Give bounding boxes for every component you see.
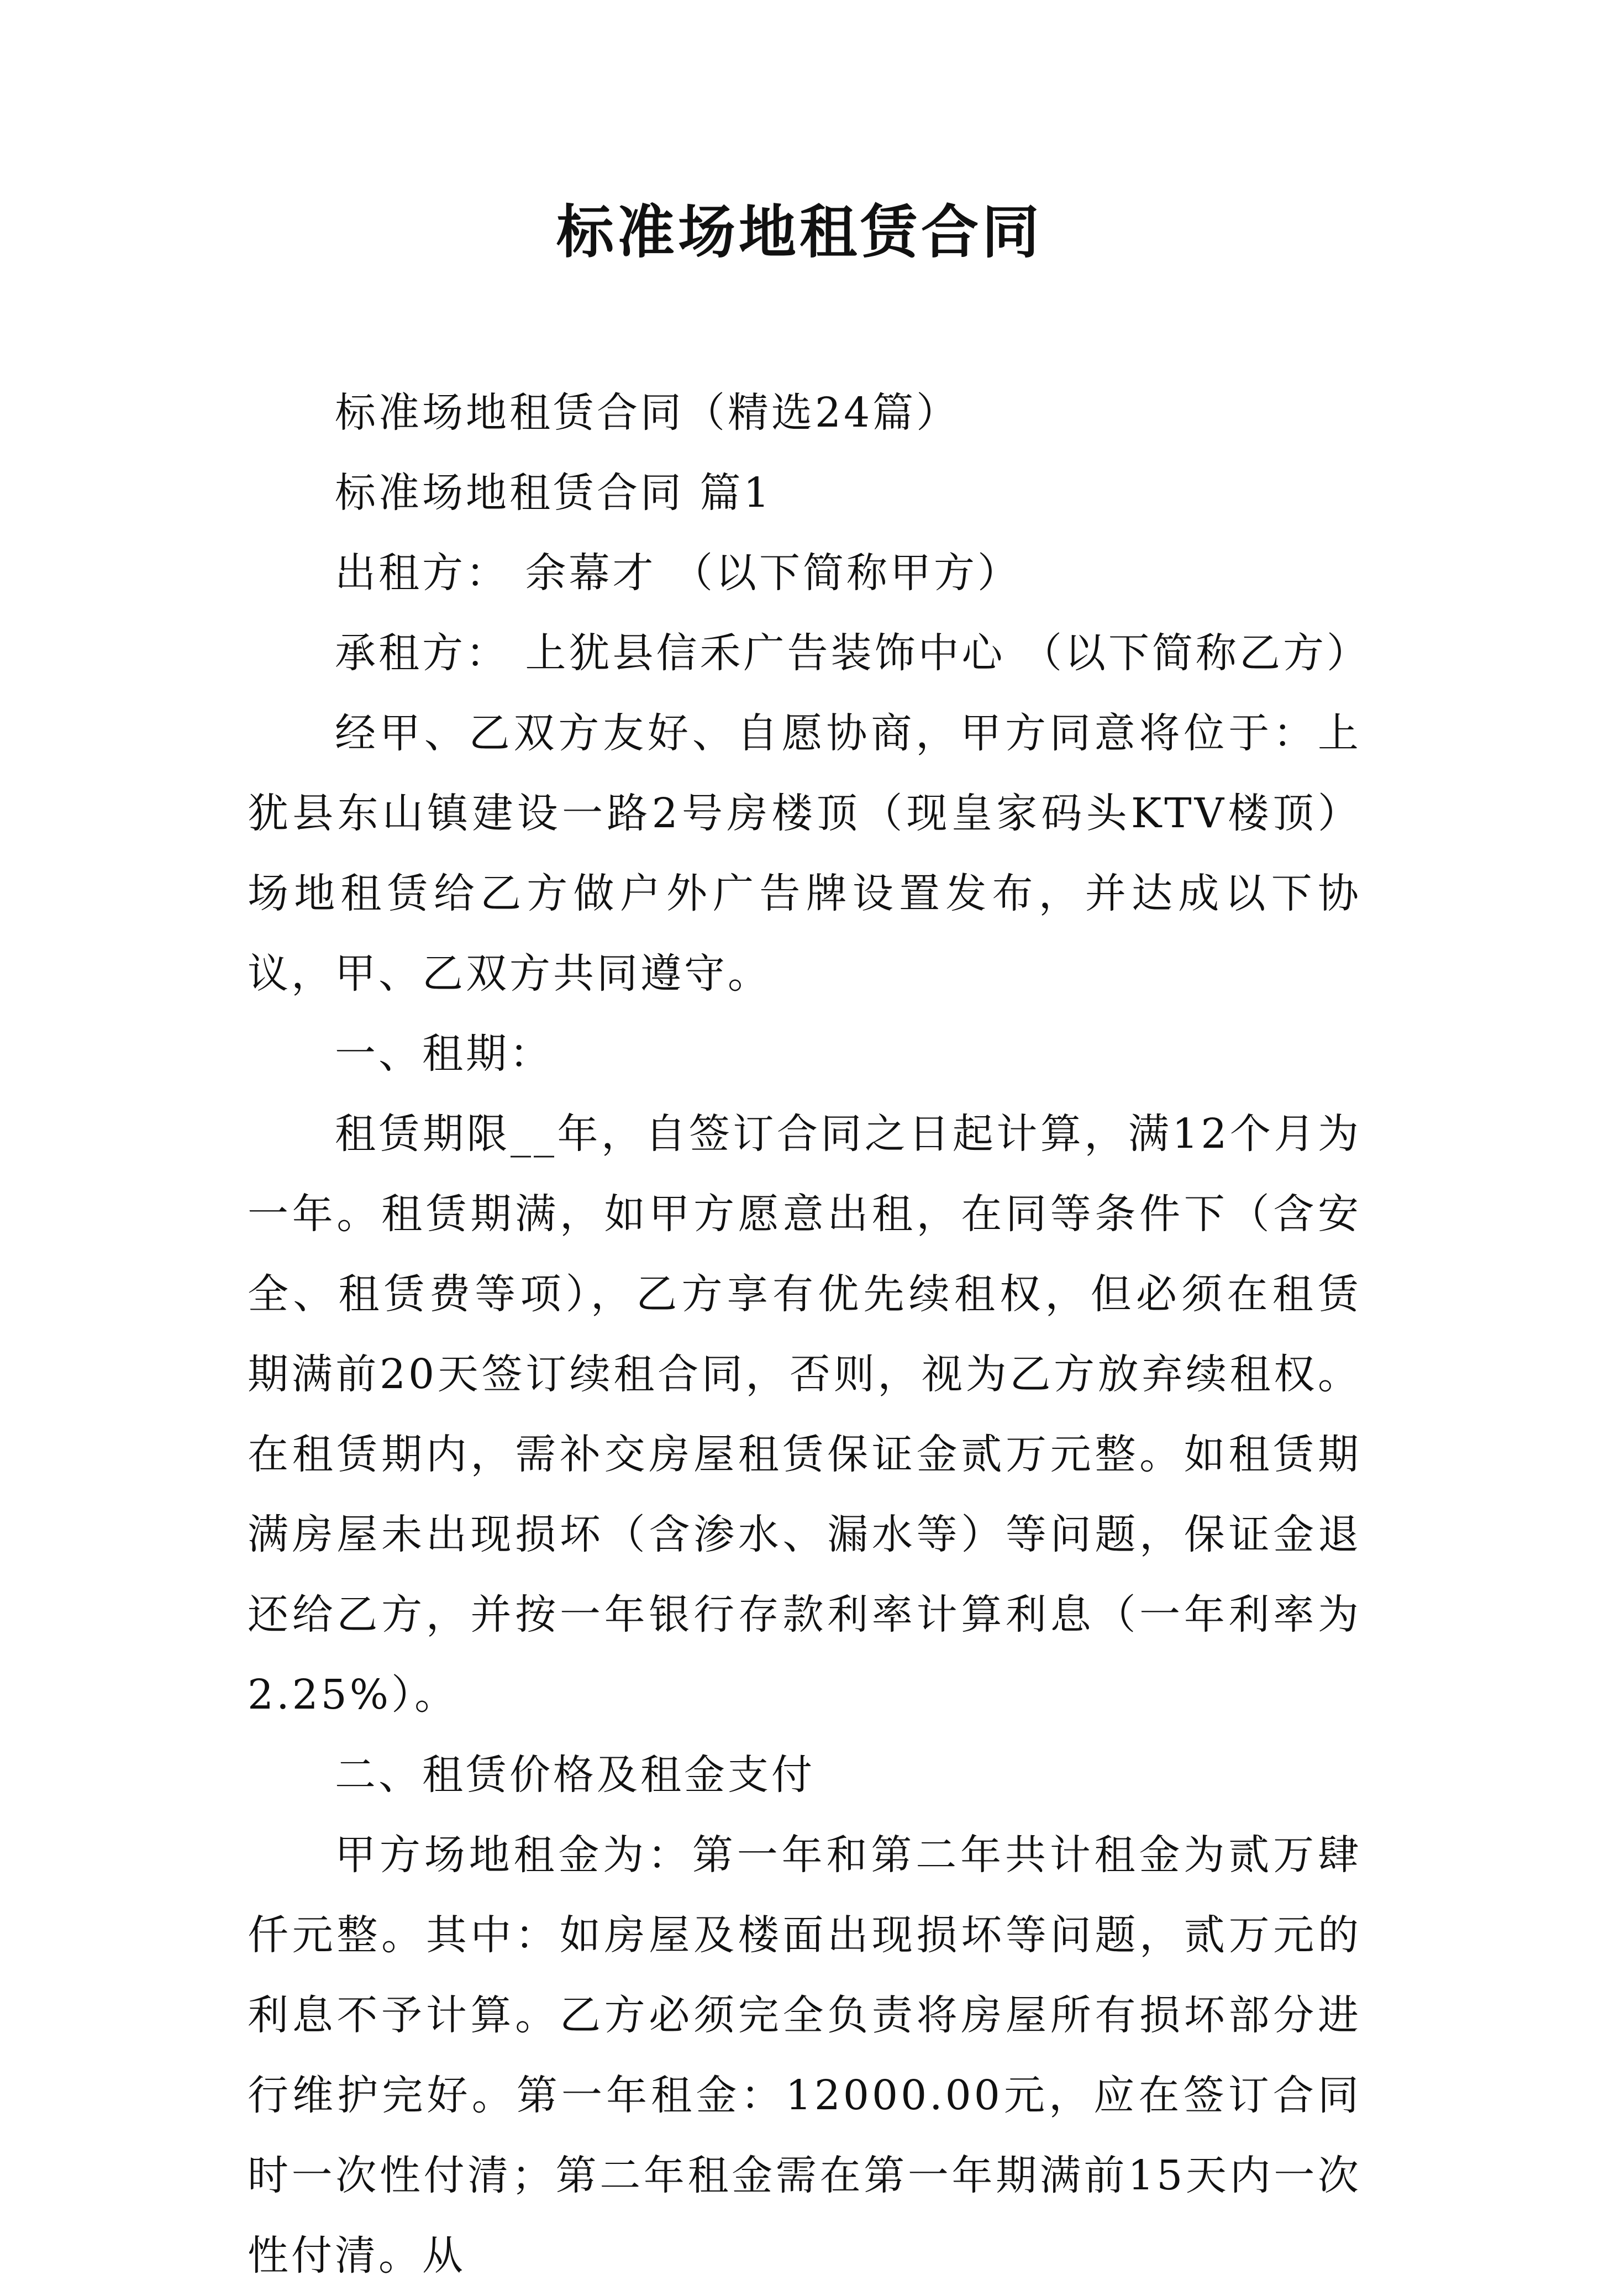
paragraph-agreement-intro: 经甲、乙双方友好、自愿协商，甲方同意将位于：上犹县东山镇建设一路2号房楼顶（现皇家码头KTV楼顶）场地租赁给乙方做户外广告牌设置发布，并达成以下协议，甲、乙双方共同遵守。	[248, 710, 1361, 997]
paragraph-lease-term: 租赁期限__年，自签订合同之日起计算，满12个月为一年。租赁期满，如甲方愿意出租，在同等条件下（含安全、租赁费等项），乙方享有优先续租权，但必须在租赁期满前20天签订续租合同，否则，视为乙方放弃续租权。在租赁期内，需补交房屋租赁保证金贰万元整。如租赁期满房屋未出现损坏（含渗水、漏水等）等问题，保证金退还给乙方，并按一年银行存款利率计算利息（一年利率为2.25%）。	[248, 1110, 1361, 1719]
document-title: 标准场地租赁合同	[556, 198, 1043, 266]
document-body	[248, 373, 1371, 2296]
paragraph-lessor: 出租方： 余幕才 （以下简称甲方）	[335, 549, 1022, 597]
section-heading-price-payment: 二、租赁价格及租金支付	[335, 1751, 815, 1799]
paragraph-chapter-heading: 标准场地租赁合同 篇1	[335, 469, 772, 517]
paragraph-collection-title: 标准场地租赁合同（精选24篇）	[335, 389, 960, 437]
paragraph-rent-payment: 甲方场地租金为：第一年和第二年共计租金为贰万肆仟元整。其中：如房屋及楼面出现损坏等问题，贰万元的利息不予计算。乙方必须完全负责将房屋所有损坏部分进行维护完好。第一年租金：12000.00元，应在签订合同时一次性付清；第二年租金需在第一年期满前15天内一次性付清。从	[248, 1831, 1361, 2279]
paragraph-lessee: 承租方： 上犹县信禾广告装饰中心 （以下简称乙方）	[335, 629, 1371, 677]
section-heading-lease-term: 一、租期：	[335, 1030, 553, 1078]
